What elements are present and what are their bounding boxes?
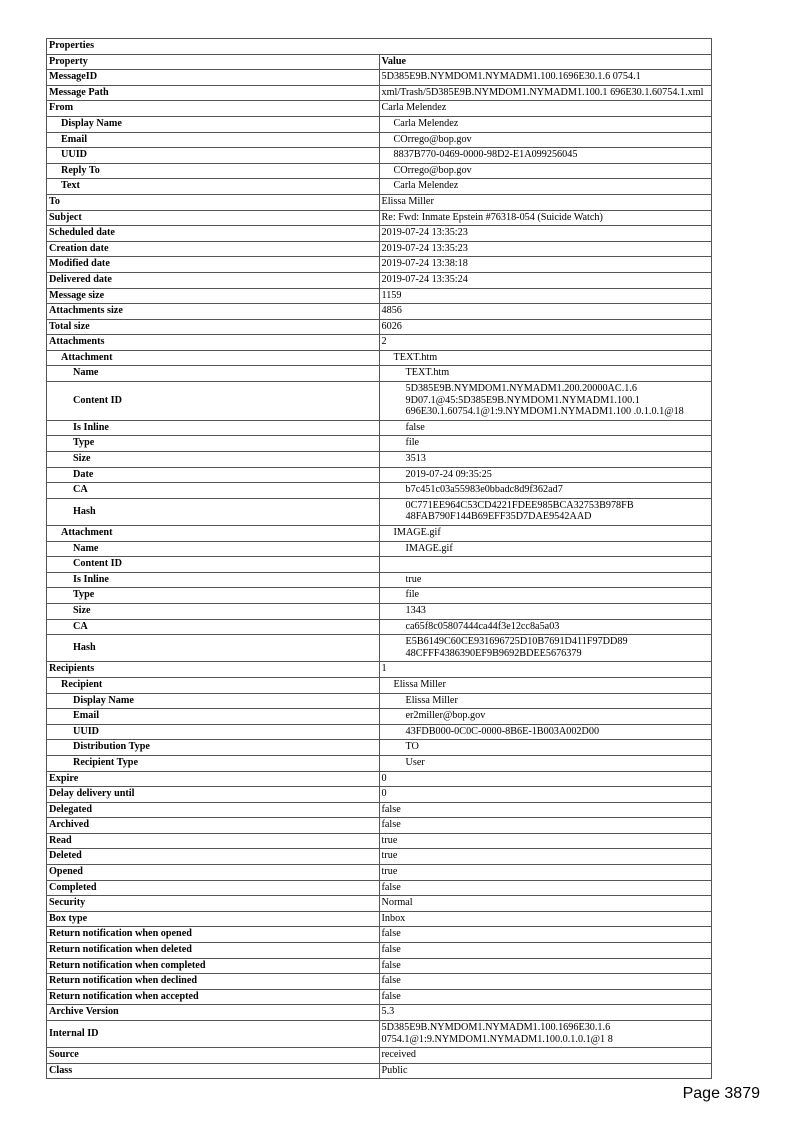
property-value: 5D385E9B.NYMDOM1.NYMADM1.200.20000AC.1.6 9D07.1@45:5D385E9B.NYMDOM1.NYMADM1.100.1 696E30.1.60754.1@1:9.NYMDOM1.NYMADM1.100 .0.1.0.1@18 [379, 382, 712, 421]
property-name: Hash [47, 498, 380, 525]
property-value: Normal [379, 896, 712, 912]
property-name: Message size [47, 288, 380, 304]
table-row [47, 1005, 712, 1021]
property-value: 2 [379, 335, 712, 351]
property-value: 1343 [379, 603, 712, 619]
property-name: Content ID [47, 557, 380, 573]
table-row [47, 787, 712, 803]
property-value: 0 [379, 787, 712, 803]
property-value: 2019-07-24 13:35:23 [379, 241, 712, 257]
property-name: Return notification when declined [47, 974, 380, 990]
property-name: Date [47, 467, 380, 483]
property-name: Display Name [47, 116, 380, 132]
property-value: User [379, 755, 712, 771]
table-row [47, 1021, 712, 1048]
table-row [47, 662, 712, 678]
table-row [47, 132, 712, 148]
table-row [47, 677, 712, 693]
table-row [47, 541, 712, 557]
table-row [47, 526, 712, 542]
property-value: b7c451c03a55983e0bbadc8d9f362ad7 [379, 483, 712, 499]
table-row [47, 210, 712, 226]
property-name: Is Inline [47, 572, 380, 588]
table-row [47, 498, 712, 525]
table-row [47, 709, 712, 725]
property-name: UUID [47, 148, 380, 164]
table-row [47, 927, 712, 943]
property-value: Carla Melendez [379, 179, 712, 195]
property-name: MessageID [47, 70, 380, 86]
column-header-property: Property [47, 54, 380, 70]
table-row [47, 350, 712, 366]
table-row [47, 304, 712, 320]
table-row [47, 943, 712, 959]
table-row [47, 802, 712, 818]
property-value: 2019-07-24 13:35:23 [379, 226, 712, 242]
property-name: Name [47, 541, 380, 557]
table-row [47, 1063, 712, 1079]
property-name: Name [47, 366, 380, 382]
property-name: Expire [47, 771, 380, 787]
property-name: Delegated [47, 802, 380, 818]
table-row [47, 226, 712, 242]
property-value: true [379, 833, 712, 849]
property-value: 6026 [379, 319, 712, 335]
property-value: true [379, 865, 712, 881]
property-value: file [379, 588, 712, 604]
property-name: Recipient [47, 677, 380, 693]
property-value: 2019-07-24 13:35:24 [379, 272, 712, 288]
property-value: COrrego@bop.gov [379, 163, 712, 179]
property-value: TO [379, 740, 712, 756]
property-name: Modified date [47, 257, 380, 273]
table-row [47, 101, 712, 117]
property-name: Distribution Type [47, 740, 380, 756]
table-row [47, 335, 712, 351]
table-row [47, 288, 712, 304]
property-value: false [379, 818, 712, 834]
property-value: false [379, 802, 712, 818]
table-row [47, 85, 712, 101]
table-row [47, 483, 712, 499]
property-name: Read [47, 833, 380, 849]
table-row [47, 771, 712, 787]
property-name: Internal ID [47, 1021, 380, 1048]
table-row [47, 635, 712, 662]
property-value: Elissa Miller [379, 693, 712, 709]
property-name: Attachment [47, 350, 380, 366]
property-name: Creation date [47, 241, 380, 257]
table-row [47, 194, 712, 210]
table-row [47, 724, 712, 740]
property-value: TEXT.htm [379, 350, 712, 366]
property-value: 3513 [379, 452, 712, 468]
property-value: er2miller@bop.gov [379, 709, 712, 725]
property-name: Return notification when deleted [47, 943, 380, 959]
property-name: Attachments size [47, 304, 380, 320]
property-value: false [379, 958, 712, 974]
table-row [47, 958, 712, 974]
table-row [47, 755, 712, 771]
table-row [47, 179, 712, 195]
table-row [47, 70, 712, 86]
property-value: 1 [379, 662, 712, 678]
property-value: Re: Fwd: Inmate Epstein #76318-054 (Suicide Watch) [379, 210, 712, 226]
property-value: true [379, 849, 712, 865]
table-row [47, 572, 712, 588]
property-name: Completed [47, 880, 380, 896]
property-value: IMAGE.gif [379, 541, 712, 557]
table-row [47, 865, 712, 881]
table-row [47, 693, 712, 709]
table-row [47, 619, 712, 635]
table-row [47, 272, 712, 288]
table-row [47, 436, 712, 452]
property-value: 5D385E9B.NYMDOM1.NYMADM1.100.1696E30.1.6 0754.1@1:9.NYMDOM1.NYMADM1.100.0.1.0.1@1 8 [379, 1021, 712, 1048]
property-name: Attachment [47, 526, 380, 542]
property-value: 0 [379, 771, 712, 787]
property-name: Box type [47, 911, 380, 927]
property-name: Size [47, 603, 380, 619]
property-value: E5B6149C60CE931696725D10B7691D411F97DD89 48CFFF4386390EF9B9692BDEE5676379 [379, 635, 712, 662]
property-name: To [47, 194, 380, 210]
property-value: Elissa Miller [379, 677, 712, 693]
table-title-row [47, 39, 712, 55]
property-name: Email [47, 132, 380, 148]
property-name: Hash [47, 635, 380, 662]
property-value: 5D385E9B.NYMDOM1.NYMADM1.100.1696E30.1.6 0754.1 [379, 70, 712, 86]
table-row [47, 319, 712, 335]
column-header-value: Value [379, 54, 712, 70]
property-name: Return notification when opened [47, 927, 380, 943]
table-row [47, 603, 712, 619]
property-name: Deleted [47, 849, 380, 865]
table-row [47, 148, 712, 164]
property-name: Scheduled date [47, 226, 380, 242]
property-name: Email [47, 709, 380, 725]
property-value: COrrego@bop.gov [379, 132, 712, 148]
property-value: ca65f8c05807444ca44f3e12cc8a5a03 [379, 619, 712, 635]
table-row [47, 557, 712, 573]
table-row [47, 467, 712, 483]
property-value: file [379, 436, 712, 452]
property-value: false [379, 974, 712, 990]
property-name: CA [47, 483, 380, 499]
property-name: Security [47, 896, 380, 912]
table-row [47, 116, 712, 132]
property-value: false [379, 880, 712, 896]
table-row [47, 974, 712, 990]
property-name: Delay delivery until [47, 787, 380, 803]
table-row [47, 420, 712, 436]
table-row [47, 818, 712, 834]
property-name: Return notification when accepted [47, 989, 380, 1005]
property-value: Elissa Miller [379, 194, 712, 210]
property-value: false [379, 943, 712, 959]
property-name: Attachments [47, 335, 380, 351]
page-number: Page 3879 [682, 1085, 760, 1102]
table-row [47, 257, 712, 273]
property-value: 0C771EE964C53CD4221FDEE985BCA32753B978FB 48FAB790F144B69EFF35D7DAE9542AAD [379, 498, 712, 525]
property-value: 5.3 [379, 1005, 712, 1021]
property-value: 8837B770-0469-0000-98D2-E1A099256045 [379, 148, 712, 164]
property-value: xml/Trash/5D385E9B.NYMDOM1.NYMADM1.100.1 696E30.1.60754.1.xml [379, 85, 712, 101]
property-value: 43FDB000-0C0C-0000-8B6E-1B003A002D00 [379, 724, 712, 740]
property-name: Archive Version [47, 1005, 380, 1021]
property-value: 2019-07-24 09:35:25 [379, 467, 712, 483]
property-name: Text [47, 179, 380, 195]
table-title: Properties [47, 39, 712, 55]
property-name: Recipients [47, 662, 380, 678]
property-name: Is Inline [47, 420, 380, 436]
property-name: Size [47, 452, 380, 468]
property-name: Archived [47, 818, 380, 834]
table-row [47, 366, 712, 382]
property-value: Carla Melendez [379, 101, 712, 117]
table-row [47, 849, 712, 865]
property-value: true [379, 572, 712, 588]
property-value: IMAGE.gif [379, 526, 712, 542]
property-value: false [379, 420, 712, 436]
property-value: Carla Melendez [379, 116, 712, 132]
table-row [47, 989, 712, 1005]
properties-table [46, 38, 712, 1079]
property-name: Display Name [47, 693, 380, 709]
table-row [47, 1048, 712, 1064]
property-name: Delivered date [47, 272, 380, 288]
table-row [47, 740, 712, 756]
table-row [47, 880, 712, 896]
table-row [47, 588, 712, 604]
property-name: Content ID [47, 382, 380, 421]
property-value: false [379, 927, 712, 943]
table-row [47, 896, 712, 912]
property-name: UUID [47, 724, 380, 740]
property-value: TEXT.htm [379, 366, 712, 382]
property-name: Opened [47, 865, 380, 881]
property-name: Reply To [47, 163, 380, 179]
property-name: Message Path [47, 85, 380, 101]
property-value [379, 557, 712, 573]
property-name: Total size [47, 319, 380, 335]
table-row [47, 382, 712, 421]
property-name: From [47, 101, 380, 117]
property-value: received [379, 1048, 712, 1064]
property-value: 4856 [379, 304, 712, 320]
property-value: Inbox [379, 911, 712, 927]
property-value: Public [379, 1063, 712, 1079]
property-name: Return notification when completed [47, 958, 380, 974]
property-name: CA [47, 619, 380, 635]
property-name: Class [47, 1063, 380, 1079]
table-row [47, 163, 712, 179]
property-value: 1159 [379, 288, 712, 304]
table-row [47, 911, 712, 927]
property-name: Source [47, 1048, 380, 1064]
table-header-row [47, 54, 712, 70]
property-name: Type [47, 436, 380, 452]
table-row [47, 241, 712, 257]
table-row [47, 452, 712, 468]
property-name: Type [47, 588, 380, 604]
property-value: 2019-07-24 13:38:18 [379, 257, 712, 273]
property-value: false [379, 989, 712, 1005]
table-row [47, 833, 712, 849]
property-name: Recipient Type [47, 755, 380, 771]
property-name: Subject [47, 210, 380, 226]
